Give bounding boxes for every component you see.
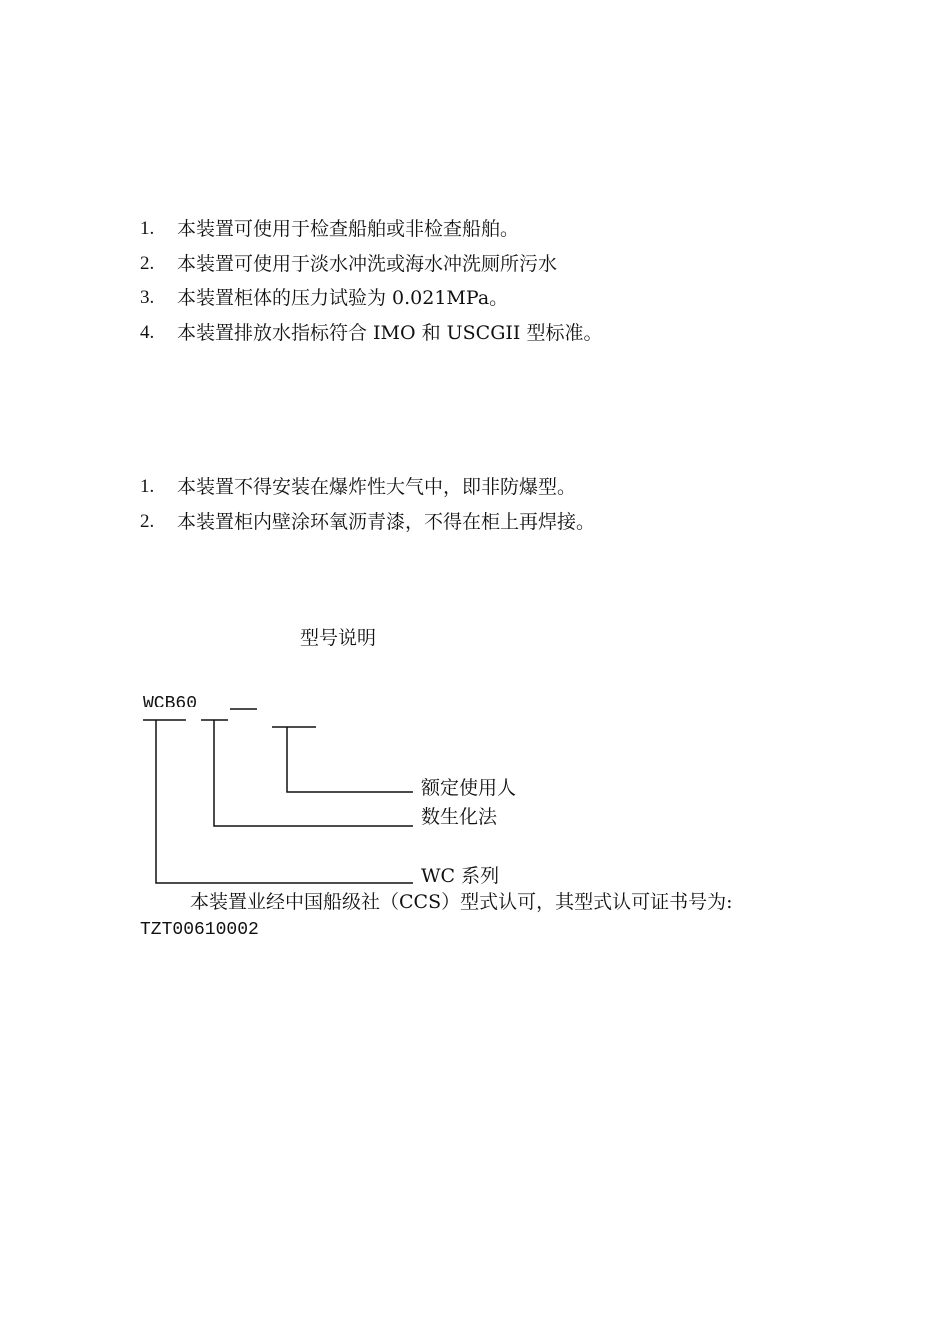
- list-item-text: 本装置柜内壁涂环氧沥青漆，不得在柜上再焊接。: [177, 510, 596, 533]
- leader-line-method: [214, 720, 413, 826]
- list-item-text: 本装置可使用于淡水冲洗或海水冲洗厕所污水: [177, 252, 558, 275]
- leader-line-capacity: [287, 727, 413, 792]
- label-treatment-method: 数生化法: [421, 806, 498, 828]
- list-item-text: 本装置可使用于检查船舶或非检查船舶。: [177, 218, 520, 240]
- list-item-number: 1.: [140, 218, 155, 239]
- list-item-number: 3.: [140, 287, 155, 308]
- model-description-title: 型号说明: [300, 627, 377, 649]
- leader-line-series: [156, 720, 413, 883]
- certification-paragraph: [140, 888, 830, 944]
- list-item-number: 2.: [140, 252, 155, 274]
- list-item-text: 本装置不得安装在爆炸性大气中，即非防爆型。: [177, 476, 577, 498]
- list-item-number: 2.: [140, 510, 155, 532]
- model-code: WCB60: [143, 694, 198, 707]
- label-rated-users: 额定使用人: [421, 777, 517, 799]
- list-item-number: 1.: [140, 476, 155, 497]
- label-series: WC 系列: [421, 865, 500, 884]
- list-item-text: 本装置柜体的压力试验为 0.021MPa。: [177, 287, 509, 309]
- list-item-text: 本装置排放水指标符合 IMO 和 USCGII 型标准。: [177, 321, 603, 344]
- certification-text: 本装置业经中国船级社（CCS）型式认可，其型式认可证书号为:: [190, 891, 733, 913]
- list-item-number: 4.: [140, 321, 155, 343]
- certificate-number: TZT00610002: [140, 920, 259, 940]
